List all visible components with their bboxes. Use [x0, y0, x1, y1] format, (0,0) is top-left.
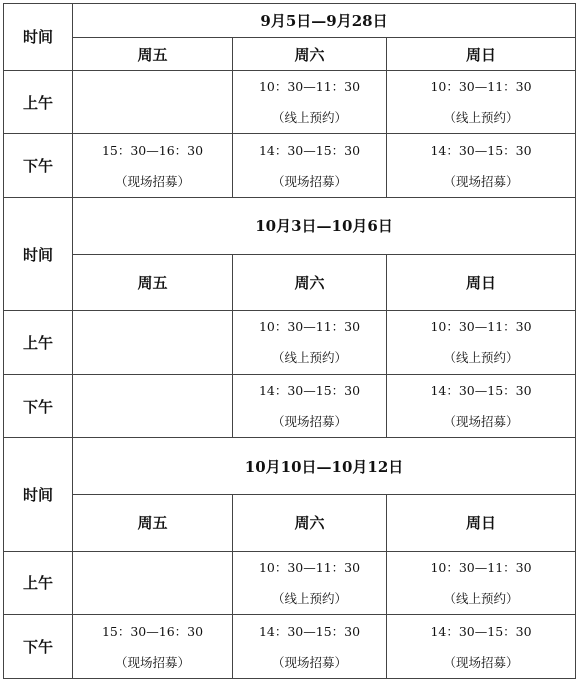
- slot-note: （现场招募）: [114, 173, 190, 189]
- weekday-header-sun: [387, 254, 576, 311]
- slot-note: （现场招募）: [114, 654, 190, 670]
- afternoon-slot-fri: [73, 134, 233, 198]
- weekday-header-sat: [233, 495, 387, 552]
- weekday-label: 周六: [294, 273, 325, 292]
- afternoon-label-cell: [4, 615, 73, 679]
- weekday-header-fri: [73, 254, 233, 311]
- period-row: [4, 4, 576, 38]
- weekday-label: 周六: [294, 45, 325, 64]
- schedule-table: [3, 3, 576, 679]
- morning-label-cell: [4, 70, 73, 134]
- afternoon-slot-fri: [73, 615, 233, 679]
- weekday-label: 周日: [466, 273, 497, 292]
- slot-note: （现场招募）: [443, 654, 519, 670]
- period-header: [73, 4, 576, 38]
- weekday-header-fri: [73, 38, 233, 70]
- afternoon-slot-sun: [387, 134, 576, 198]
- morning-slot-fri: [73, 311, 233, 375]
- afternoon-slot-sun: [387, 615, 576, 679]
- afternoon-slot-sat: [233, 134, 387, 198]
- time-label: 时间: [22, 28, 53, 47]
- weekday-label: 周五: [137, 273, 168, 292]
- weekday-label: 周日: [466, 514, 497, 533]
- slot-time: 14：30—15：30: [430, 142, 532, 158]
- weekday-header-sun: [387, 495, 576, 552]
- slot-time: 14：30—15：30: [258, 142, 361, 158]
- period-header: [73, 197, 576, 254]
- weekday-label: 周五: [137, 514, 168, 533]
- time-label: 时间: [22, 486, 53, 505]
- weekday-row: [4, 254, 576, 311]
- slot-time: 15：30—16：30: [101, 623, 204, 639]
- slot-time: 10：30—11：30: [258, 559, 361, 575]
- afternoon-slot-sat: [233, 374, 387, 438]
- morning-row: [4, 70, 576, 134]
- morning-slot-sat: [233, 70, 387, 134]
- slot-time: 15：30—16：30: [101, 142, 204, 158]
- slot-time: 14：30—15：30: [258, 383, 361, 399]
- afternoon-label-cell: [4, 374, 73, 438]
- slot-note: （现场招募）: [443, 173, 519, 189]
- morning-slot-sun: [387, 70, 576, 134]
- slot-time: 10：30—11：30: [258, 319, 361, 335]
- time-label-cell: [4, 197, 73, 310]
- morning-slot-sat: [233, 311, 387, 375]
- afternoon-label: 下午: [22, 397, 53, 416]
- slot-note: （现场招募）: [271, 654, 347, 670]
- weekday-header-sat: [233, 254, 387, 311]
- slot-note: （现场招募）: [271, 173, 347, 189]
- slot-time: 10：30—11：30: [430, 559, 532, 575]
- afternoon-slot-fri: [73, 374, 233, 438]
- slot-note: （线上预约）: [443, 350, 519, 366]
- slot-note: （线上预约）: [443, 110, 519, 125]
- morning-label: 上午: [22, 333, 53, 352]
- time-label-cell: [4, 438, 73, 551]
- weekday-header-sat: [233, 38, 387, 70]
- slot-note: （现场招募）: [443, 414, 519, 430]
- slot-time: 10：30—11：30: [430, 319, 532, 335]
- weekday-label: 周五: [137, 45, 168, 64]
- morning-row: [4, 311, 576, 375]
- morning-slot-sun: [387, 551, 576, 615]
- morning-label-cell: [4, 551, 73, 615]
- morning-slot-fri: [73, 70, 233, 134]
- schedule-body: [4, 4, 576, 679]
- weekday-label: 周六: [294, 514, 325, 533]
- afternoon-label-cell: [4, 134, 73, 198]
- weekday-header-sun: [387, 38, 576, 70]
- weekday-label: 周日: [466, 45, 497, 64]
- slot-note: （线上预约）: [271, 590, 347, 606]
- slot-time: 10：30—11：30: [430, 79, 532, 94]
- weekday-row: [4, 38, 576, 70]
- weekday-header-fri: [73, 495, 233, 552]
- time-label: 时间: [22, 245, 53, 264]
- slot-time: 14：30—15：30: [258, 623, 361, 639]
- period-range: 9月5日—9月28日: [260, 12, 388, 31]
- period-header: [73, 438, 576, 495]
- afternoon-slot-sun: [387, 374, 576, 438]
- slot-note: （线上预约）: [271, 350, 347, 366]
- morning-label: 上午: [22, 574, 53, 593]
- slot-time: 14：30—15：30: [430, 383, 532, 399]
- afternoon-row: [4, 374, 576, 438]
- morning-row: [4, 551, 576, 615]
- slot-note: （现场招募）: [271, 414, 347, 430]
- slot-note: （线上预约）: [443, 590, 519, 606]
- morning-slot-sun: [387, 311, 576, 375]
- period-range: 10月3日—10月6日: [255, 217, 393, 236]
- afternoon-row: [4, 134, 576, 198]
- afternoon-label: 下午: [22, 638, 53, 657]
- time-label-cell: [4, 4, 73, 71]
- slot-time: 14：30—15：30: [430, 623, 532, 639]
- morning-slot-fri: [73, 551, 233, 615]
- morning-label: 上午: [22, 93, 53, 112]
- period-row: [4, 438, 576, 495]
- morning-slot-sat: [233, 551, 387, 615]
- afternoon-slot-sat: [233, 615, 387, 679]
- morning-label-cell: [4, 311, 73, 375]
- period-range: 10月10日—10月12日: [244, 457, 404, 476]
- afternoon-label: 下午: [22, 157, 53, 176]
- afternoon-row: [4, 615, 576, 679]
- period-row: [4, 197, 576, 254]
- slot-note: （线上预约）: [271, 110, 347, 125]
- weekday-row: [4, 495, 576, 552]
- slot-time: 10：30—11：30: [258, 79, 361, 94]
